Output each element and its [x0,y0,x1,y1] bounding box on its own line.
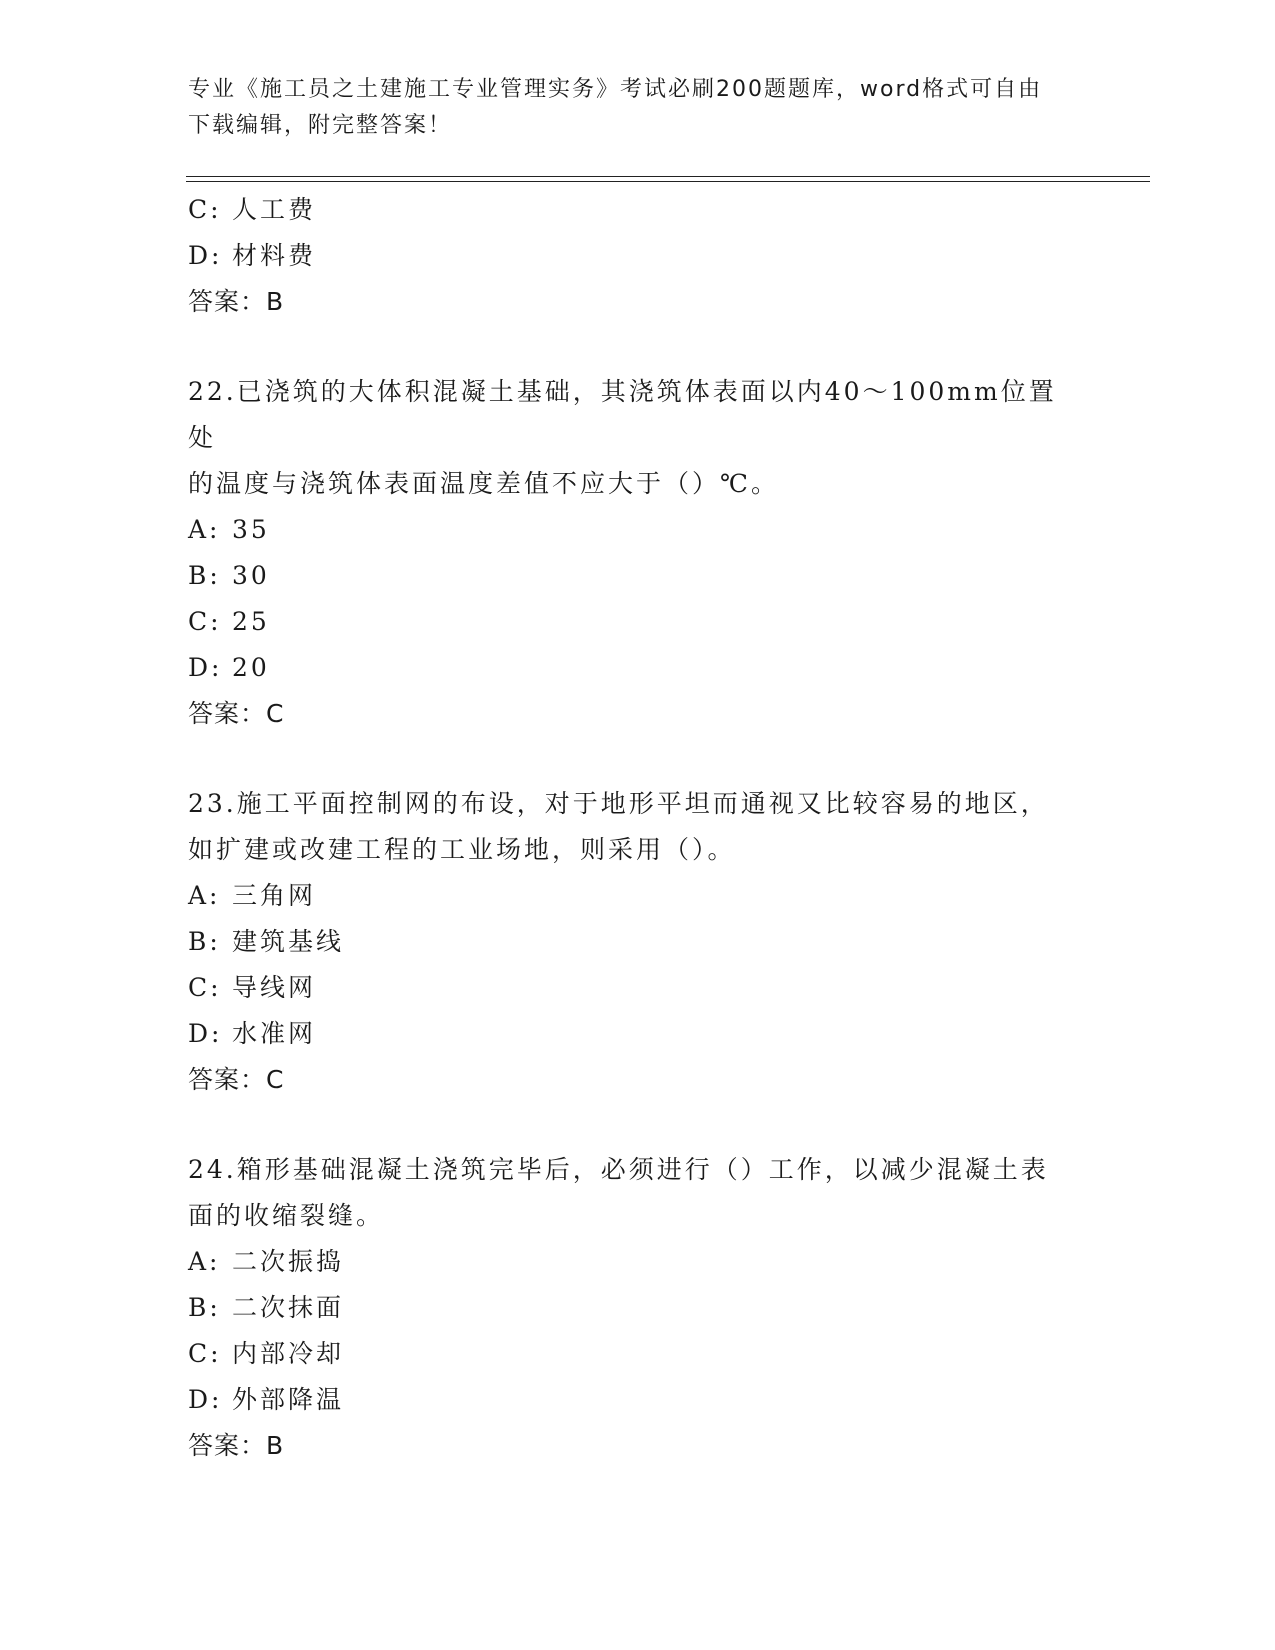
header-line-1: 专业《施工员之土建施工专业管理实务》考试必刷200题题库，word格式可自由 [188,77,1043,102]
option-b [188,553,1088,599]
question-stem-line-2: 如扩建或改建工程的工业场地，则采用（）。 [188,835,736,864]
option-text: 二次抹面 [232,1293,345,1322]
option-text: 二次振捣 [232,1247,345,1276]
option-text: 20 [232,653,270,682]
header-line-2: 下载编辑，附完整答案！ [188,113,453,138]
option-key: C: [188,195,222,224]
question-21-tail [188,187,1088,325]
option-key: A: [188,1247,221,1276]
option-a [188,507,1088,553]
option-c [188,599,1088,645]
option-key: B: [188,561,221,590]
option-key: C: [188,607,222,636]
option-text: 水准网 [232,1019,317,1048]
question-stem-line-2: 的温度与浇筑体表面温度差值不应大于（）℃。 [188,469,779,498]
option-key: D: [188,1385,223,1414]
option-c [188,965,1088,1011]
option-key: C: [188,1339,222,1368]
question-list [188,187,1088,1469]
header-divider-top [186,176,1150,177]
option-d [188,233,1088,279]
option-text: 内部冷却 [232,1339,345,1368]
header-divider-bottom [186,181,1150,182]
question-22 [188,369,1088,737]
option-a [188,873,1088,919]
option-a [188,1239,1088,1285]
document-header [188,72,1068,144]
question-stem [188,1147,1078,1239]
question-stem-line-1: 24.箱形基础混凝土浇筑完毕后，必须进行（）工作，以减少混凝土表 [188,1155,1049,1184]
option-d [188,1377,1088,1423]
option-key: D: [188,1019,223,1048]
option-text: 材料费 [232,241,317,270]
option-key: B: [188,1293,221,1322]
option-key: C: [188,973,222,1002]
question-stem-line-1: 22.已浇筑的大体积混凝土基础，其浇筑体表面以内40～100mm位置处 [188,377,1057,452]
question-stem-line-1: 23.施工平面控制网的布设，对于地形平坦而通视又比较容易的地区， [188,789,1049,818]
question-stem [188,781,1078,873]
option-key: B: [188,927,221,956]
option-text: 人工费 [232,195,317,224]
option-text: 导线网 [232,973,317,1002]
option-d [188,1011,1088,1057]
answer: 答案：B [188,1431,285,1460]
option-key: A: [188,881,221,910]
option-key: D: [188,241,223,270]
option-text: 建筑基线 [232,927,345,956]
question-24 [188,1147,1088,1469]
option-text: 三角网 [232,881,317,910]
option-c [188,1331,1088,1377]
option-b [188,919,1088,965]
answer: 答案：C [188,699,285,728]
option-b [188,1285,1088,1331]
option-text: 30 [232,561,270,590]
option-c [188,187,1088,233]
answer: 答案：B [188,287,285,316]
option-text: 25 [232,607,270,636]
option-d [188,645,1088,691]
option-key: D: [188,653,223,682]
option-text: 外部降温 [232,1385,345,1414]
question-stem-line-2: 面的收缩裂缝。 [188,1201,385,1230]
question-stem [188,369,1078,507]
option-text: 35 [232,515,270,544]
answer: 答案：C [188,1065,285,1094]
option-key: A: [188,515,221,544]
question-23 [188,781,1088,1103]
